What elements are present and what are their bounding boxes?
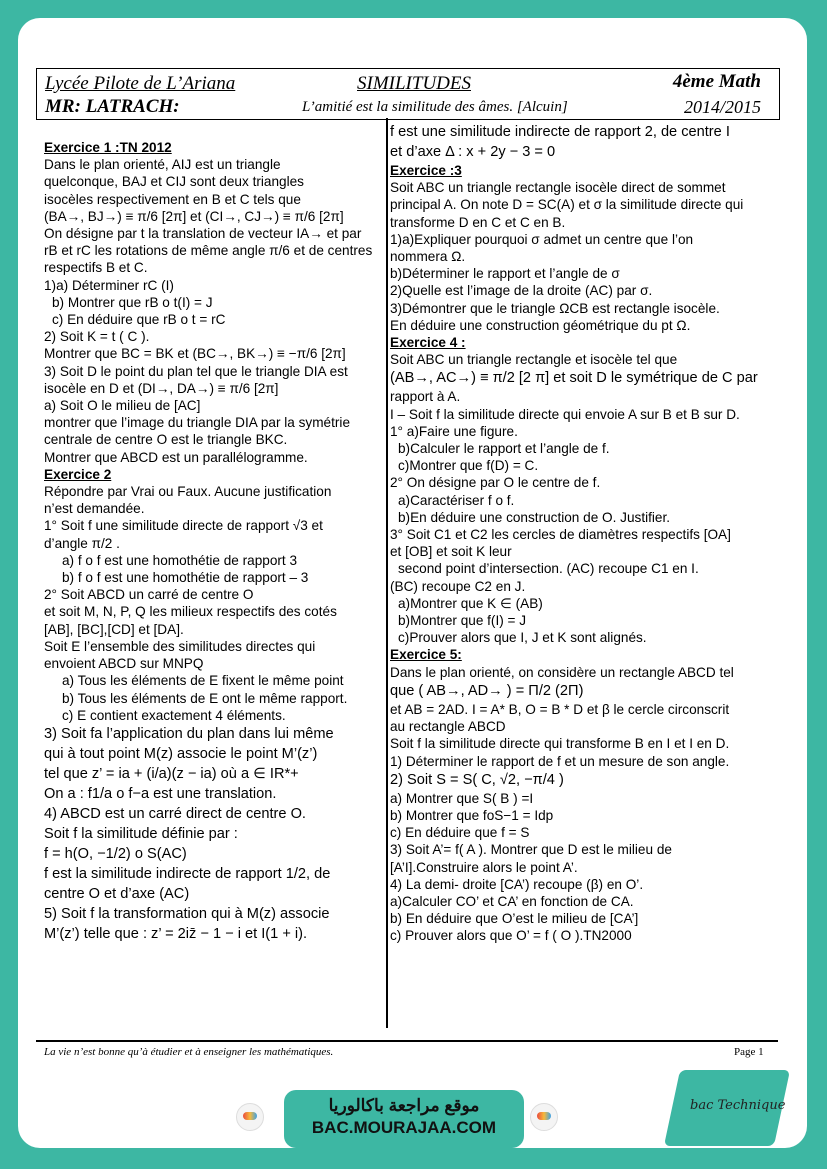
text-line: 3° Soit C1 et C2 les cercles de diamètres respectifs [OA] — [390, 527, 731, 543]
text-line: c)Prouver alors que I, J et K sont alignés. — [398, 630, 647, 646]
text-line: En déduire une construction géométrique du pt Ω. — [390, 317, 691, 333]
exercise-heading: Exercice 5: — [390, 647, 462, 663]
text-line: f est une similitude indirecte de rapport 2, de centre I — [390, 124, 730, 140]
text-line: 3) Soit fa l’application du plan dans lui même — [44, 725, 334, 742]
text-line: n’est demandée. — [44, 501, 145, 517]
text-line: 2° Soit ABCD un carré de centre O — [44, 587, 254, 603]
text-line: b) En déduire que O’est le milieu de [CA’] — [390, 911, 639, 927]
class-level: 4ème Math — [672, 71, 761, 92]
text-line: 2)Quelle est l’image de la droite (AC) par σ. — [390, 283, 653, 299]
text-line: Soit ABC un triangle rectangle et isocèle tel que — [390, 352, 678, 368]
text-line: 1)a)Expliquer pourquoi σ admet un centre que l’on — [390, 231, 694, 247]
text-line: et d’axe Δ : x + 2y − 3 = 0 — [390, 144, 556, 160]
text-line: b) f o f est une homothétie de rapport – 3 — [62, 570, 309, 586]
text-line: et soit M, N, P, Q les milieux respectifs des cotés — [44, 604, 337, 620]
text-line: 1)a) Déterminer rC (I) — [44, 277, 174, 293]
text-line: rapport à A. — [390, 389, 461, 405]
text-line: 1) Déterminer le rapport de f et un mesure de son angle. — [390, 753, 730, 769]
text-line: f est la similitude indirecte de rapport 1/2, de — [44, 865, 331, 882]
text-line: au rectangle ABCD — [390, 719, 506, 735]
motto-quote: L’amitié est la similitude des âmes. [Alcuin] — [302, 99, 568, 115]
text-line: 1° Soit f une similitude directe de rapport √3 et — [44, 518, 323, 534]
text-line: second point d’intersection. (AC) recoupe C1 en I. — [398, 561, 699, 577]
footer-divider — [36, 1040, 778, 1042]
text-line: isocèles respectivement en B et C tels que — [44, 191, 301, 207]
text-line: 2) Soit S = S( C, √2, −π/4 ) — [390, 771, 564, 788]
column-divider — [386, 118, 388, 1028]
text-line: Répondre par Vrai ou Faux. Aucune justification — [44, 484, 332, 500]
text-line: b)En déduire une construction de O. Justifier. — [398, 509, 671, 525]
text-line: c) Prouver alors que O’ = f ( O ).TN2000 — [390, 928, 632, 944]
text-line: a) Soit O le milieu de [AC] — [44, 398, 201, 414]
text-line: [A’I].Construire alors le point A’. — [390, 859, 578, 875]
doc-title: SIMILITUDES — [357, 73, 471, 94]
text-line: 3)Démontrer que le triangle ΩCB est rectangle isocèle. — [390, 300, 720, 316]
text-line: montrer que l’image du triangle DIA par la symétrie — [44, 415, 350, 431]
text-line: Soit E l’ensemble des similitudes directes qui — [44, 638, 316, 654]
text-line: quelconque, BAJ et CIJ sont deux triangles — [44, 174, 304, 190]
text-line: envoient ABCD sur MNPQ — [44, 656, 204, 672]
text-line: respectifs B et C. — [44, 260, 148, 276]
header-box — [36, 68, 780, 120]
text-line: b)Montrer que f(I) = J — [398, 613, 527, 629]
text-line: a)Calculer CO’ et CA’ en fonction de CA. — [390, 893, 634, 909]
text-line: On désigne par t la translation de vecteur IA→ et par — [44, 226, 362, 242]
text-line: 2° On désigne par O le centre de f. — [390, 475, 601, 491]
text-line: b)Calculer le rapport et l’angle de f. — [398, 441, 610, 457]
school-name: Lycée Pilote de L’Ariana — [45, 73, 236, 94]
site-banner[interactable] — [284, 1090, 524, 1148]
text-line: a) Tous les éléments de E fixent le même point — [62, 673, 344, 689]
text-line: 3) Soit D le point du plan tel que le triangle DIA est — [44, 363, 348, 379]
text-line: c)Montrer que f(D) = C. — [398, 458, 539, 474]
text-line: Dans le plan orienté, on considère un rectangle ABCD tel — [390, 664, 734, 680]
text-line: Soit ABC un triangle rectangle isocèle direct de sommet — [390, 180, 726, 196]
text-line: [AB], [BC],[CD] et [DA]. — [44, 621, 184, 637]
text-line: c) En déduire que f = S — [390, 825, 530, 841]
text-line: b)Déterminer le rapport et l’angle de σ — [390, 266, 620, 282]
text-line: Montrer que BC = BK et (BC→, BK→) ≡ −π/6 [2π] — [44, 346, 346, 362]
text-line: 3) Soit A’= f( A ). Montrer que D est le milieu de — [390, 842, 672, 858]
footer-quote: La vie n’est bonne qu’à étudier et à enseigner les mathématiques. — [44, 1046, 334, 1058]
brand-badge-text: bac Technique — [690, 1098, 786, 1113]
exercise-heading: Exercice 4 : — [390, 335, 466, 351]
text-line: Montrer que ABCD est un parallélogramme. — [44, 449, 308, 465]
teacher-name: MR: LATRACH: — [45, 96, 180, 117]
text-line: b) Montrer que foS−1 = Idp — [390, 807, 554, 823]
text-line: centre O et d’axe (AC) — [44, 885, 190, 902]
text-line: c) E contient exactement 4 éléments. — [62, 707, 286, 723]
text-line: et [OB] et soit K leur — [390, 544, 512, 560]
text-line: rB et rC les rotations de même angle π/6 et de centres — [44, 243, 373, 259]
page-number: Page 1 — [734, 1046, 764, 1058]
text-line: nommera Ω. — [390, 249, 466, 265]
text-line: a) f o f est une homothétie de rapport 3 — [62, 552, 298, 568]
right-column — [390, 122, 775, 945]
text-line: transforme D en C et C en B. — [390, 214, 566, 230]
text-line: (BA→, BJ→) ≡ π/6 [2π] et (CI→, CJ→) ≡ π/6 [2π] — [44, 208, 344, 224]
text-line: a) Montrer que S( B ) =I — [390, 790, 534, 806]
text-line: On a : f1/a o f−a est une translation. — [44, 785, 277, 802]
school-year: 2014/2015 — [683, 97, 761, 117]
exercise-heading: Exercice 1 :TN 2012 — [44, 140, 172, 155]
logo-icon — [530, 1103, 558, 1131]
banner-arabic: موقع مراجعة باكالوريا — [328, 1096, 480, 1115]
text-line: a)Caractériser f o f. — [398, 492, 515, 508]
text-line: centrale de centre O est le triangle BKC. — [44, 432, 288, 448]
text-line: c) En déduire que rB o t = rC — [52, 312, 226, 328]
text-line: et AB = 2AD. I = A* B, O = B * D et β le cercle circonscrit — [390, 701, 730, 717]
left-column — [44, 139, 379, 944]
banner-url[interactable]: BAC.MOURAJAA.COM — [311, 1118, 497, 1137]
exercise-heading: Exercice 2 — [44, 466, 112, 482]
text-line: 1° a)Faire une figure. — [390, 423, 518, 439]
text-line: d’angle π/2 . — [44, 535, 120, 551]
text-line: Dans le plan orienté, AIJ est un triangle — [44, 157, 281, 173]
text-line: 2) Soit K = t ( C ). — [44, 329, 150, 345]
text-line: a)Montrer que K ∈ (AB) — [398, 595, 543, 611]
text-line: Soit f la similitude définie par : — [44, 825, 238, 842]
text-line: 5) Soit f la transformation qui à M(z) associe — [44, 905, 330, 922]
text-line: 4) ABCD est un carré direct de centre O. — [44, 805, 306, 822]
exercise-heading: Exercice :3 — [390, 163, 462, 178]
text-line: M’(z’) telle que : z’ = 2iz̄ − 1 − i et I(1 + i). — [44, 925, 308, 942]
text-line: I – Soit f la similitude directe qui envoie A sur B et B sur D. — [390, 406, 740, 422]
logo-icon — [236, 1103, 264, 1131]
text-line: Soit f la similitude directe qui transforme B en I et I en D. — [390, 736, 730, 752]
text-line: b) Montrer que rB o t(I) = J — [52, 294, 213, 310]
text-line: isocèle en D et (DI→, DA→) ≡ π/6 [2π] — [44, 380, 279, 396]
text-line: principal A. On note D = SC(A) et σ la similitude directe qui — [390, 197, 744, 213]
text-line: b) Tous les éléments de E ont le même rapport. — [62, 690, 348, 706]
text-line: que ( AB→, AD→ ) = Π/2 (2Π) — [390, 682, 584, 699]
text-line: 4) La demi- droite [CA’) recoupe (β) en O’. — [390, 876, 644, 892]
text-line: qui à tout point M(z) associe le point M’(z’) — [44, 745, 318, 762]
text-line: tel que z’ = ia + (i/a)(z − ia) où a ∈ IR*+ — [44, 765, 299, 782]
text-line: (AB→, AC→) ≡ π/2 [2 π] et soit D le symétrique de C par — [390, 370, 758, 387]
text-line: f = h(O, −1/2) o S(AC) — [44, 845, 187, 862]
text-line: (BC) recoupe C2 en J. — [390, 578, 526, 594]
